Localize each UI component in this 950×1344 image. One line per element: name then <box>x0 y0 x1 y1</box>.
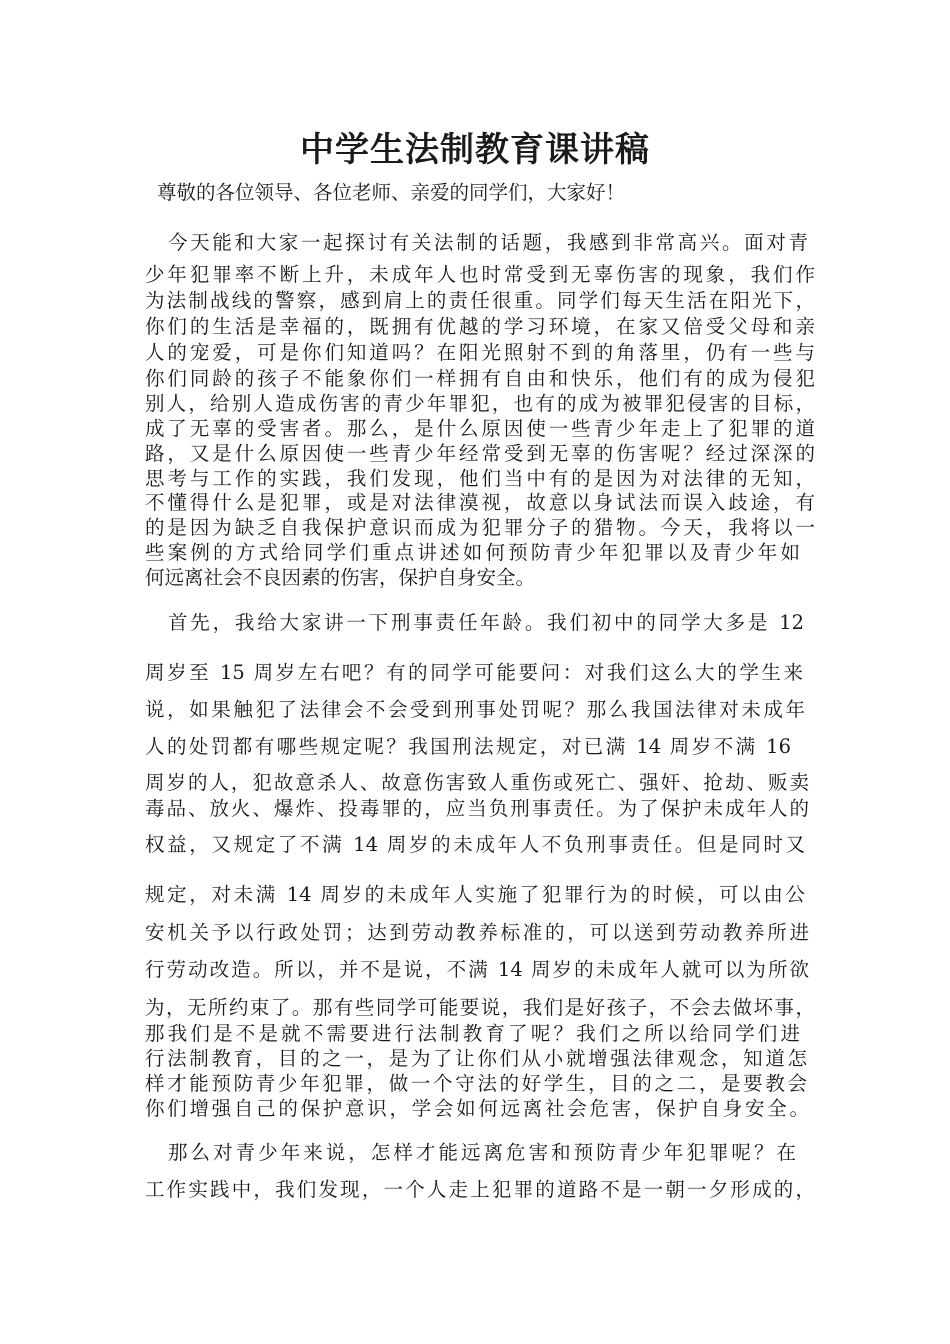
paragraph-line: 说，如果触犯了法律会不会受到刑事处罚呢？那么我国法律对未成年 <box>145 698 805 721</box>
paragraph-line: 那么对青少年来说，怎样才能远离危害和预防青少年犯罪呢？在 <box>168 1141 796 1164</box>
paragraph-line: 你们同龄的孩子不能象你们一样拥有自由和快乐，他们有的成为侵犯 <box>145 367 815 390</box>
paragraph-line: 周岁至 15 周岁左右吧？有的同学可能要问：对我们这么大的学生来 <box>145 661 803 684</box>
paragraph-line: 权益，又规定了不满 14 周岁的未成年人不负刑事责任。但是同时又 <box>145 833 805 856</box>
paragraph-line: 些案例的方式给同学们重点讲述如何预防青少年犯罪以及青少年如 <box>145 541 800 564</box>
paragraph-line: 那我们是不是就不需要进行法制教育了呢？我们之所以给同学们进 <box>145 1022 800 1045</box>
paragraph-line: 今天能和大家一起探讨有关法制的话题，我感到非常高兴。面对青 <box>168 231 808 254</box>
paragraph-line: 别人，给别人造成伤害的青少年罪犯，也有的成为被罪犯侵害的目标， <box>145 392 815 415</box>
paragraph-line: 你们增强自己的保护意识，学会如何远离社会危害，保护自身安全。 <box>145 1097 809 1120</box>
paragraph-line: 思考与工作的实践，我们发现，他们当中有的是因为对法律的无知， <box>145 467 815 490</box>
paragraph-line: 你们的生活是幸福的，既拥有优越的学习环境，在家又倍受父母和亲 <box>145 315 815 338</box>
paragraph-line: 人的宠爱，可是你们知道吗？在阳光照射不到的角落里，仍有一些与 <box>145 341 815 364</box>
document-title: 中学生法制教育课讲稿 <box>300 130 650 170</box>
paragraph-line: 安机关予以行政处罚；达到劳动教养标准的，可以送到劳动教养所进 <box>145 921 809 944</box>
paragraph-line: 的是因为缺乏自我保护意识而成为犯罪分子的猎物。今天，我将以一 <box>145 516 815 539</box>
paragraph-line: 行劳动改造。所以，并不是说，不满 14 周岁的未成年人就可以为所欲 <box>145 958 809 981</box>
paragraph-line: 规定，对未满 14 周岁的未成年人实施了犯罪行为的时候，可以由公 <box>145 883 805 906</box>
paragraph-line: 不懂得什么是犯罪，或是对法律漠视，故意以身试法而误入歧途，有 <box>145 491 815 514</box>
paragraph-line: 成了无辜的受害者。那么，是什么原因使一些青少年走上了犯罪的道 <box>145 417 815 440</box>
paragraph-line: 为，无所约束了。那有些同学可能要说，我们是好孩子，不会去做坏事， <box>145 996 815 1019</box>
greeting-line: 尊敬的各位领导、各位老师、亲爱的同学们，大家好！ <box>157 181 626 204</box>
paragraph-line: 样才能预防青少年犯罪，做一个守法的好学生，目的之二，是要教会 <box>145 1072 807 1095</box>
paragraph-line: 人的处罚都有哪些规定呢？我国刑法规定，对已满 14 周岁不满 16 <box>145 735 791 758</box>
paragraph-line: 工作实践中，我们发现，一个人走上犯罪的道路不是一朝一夕形成的， <box>145 1178 815 1201</box>
paragraph-line: 为法制战线的警察，感到肩上的责任很重。同学们每天生活在阳光下， <box>145 289 815 312</box>
paragraph-line: 何远离社会不良因素的伤害，保护自身安全。 <box>145 566 536 589</box>
paragraph-line: 路，又是什么原因使一些青少年经常受到无辜的伤害呢？经过深深的 <box>145 442 815 465</box>
paragraph-line: 行法制教育，目的之一，是为了让你们从小就增强法律观念，知道怎 <box>145 1047 807 1070</box>
paragraph-line: 毒品、放火、爆炸、投毒罪的，应当负刑事责任。为了保护未成年人的 <box>145 797 809 820</box>
paragraph-line: 首先，我给大家讲一下刑事责任年龄。我们初中的同学大多是 12 <box>168 611 804 634</box>
paragraph-line: 周岁的人，犯故意杀人、故意伤害致人重伤或死亡、强奸、抢劫、贩卖 <box>145 771 809 794</box>
paragraph-line: 少年犯罪率不断上升，未成年人也时常受到无辜伤害的现象，我们作 <box>145 263 815 286</box>
